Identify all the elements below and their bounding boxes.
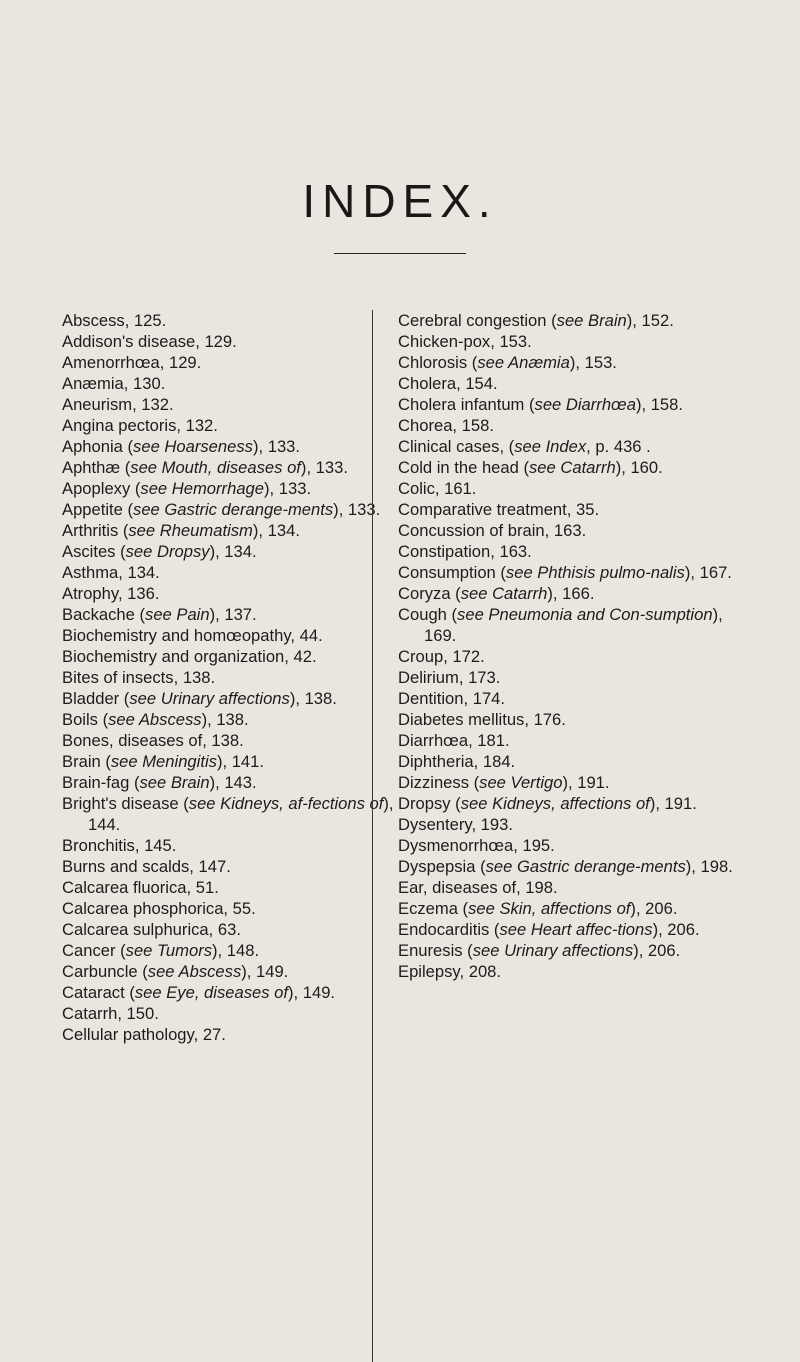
entry-text: ), 137. [209,605,257,624]
entry-text: Amenorrhœa, 129. [62,353,202,372]
index-entry [398,751,743,772]
entry-text: Bronchitis, 145. [62,836,177,855]
entry-text: ), 143. [209,773,257,792]
index-entry [398,478,743,499]
title-rule [334,253,466,254]
index-entry [62,436,404,457]
cross-reference: see Rheumatism [128,521,253,540]
index-entry [398,856,743,877]
entry-text: ), 133. [264,479,312,498]
entry-text: ), 133. [300,458,348,477]
index-entry [62,394,404,415]
index-entry [62,625,404,646]
cross-reference: see Hemorrhage [140,479,265,498]
index-entry [62,604,404,625]
entry-text: ), 134. [209,542,257,561]
column-divider [372,310,373,1362]
index-entry [398,730,743,751]
cross-reference: see Urinary affections [129,689,290,708]
index-entry [398,814,743,835]
index-entry [62,730,404,751]
entry-text: ), 152. [626,311,674,330]
entry-text: Calcarea phosphorica, 55. [62,899,256,918]
entry-text: Consumption ( [398,563,506,582]
index-entry [398,331,743,352]
entry-text: Biochemistry and organization, 42. [62,647,317,666]
entry-text: Addison's disease, 129. [62,332,237,351]
cross-reference: see Vertigo [479,773,563,792]
entry-text: ), 148. [212,941,260,960]
index-column-left [62,310,404,1045]
entry-text: ), 167. [684,563,732,582]
index-entry [398,772,743,793]
entry-text: ), 206. [630,899,678,918]
entry-text: Aphthæ ( [62,458,131,477]
cross-reference: see Kidneys, af-fections of [188,794,384,813]
index-entry [62,688,404,709]
index-entry [62,562,404,583]
index-entry [62,982,404,1003]
index-entry [62,877,404,898]
index-entry [62,415,404,436]
entry-text: Dentition, 174. [398,689,506,708]
entry-text: ), 138. [289,689,337,708]
index-entry [62,1003,404,1024]
index-entry [398,352,743,373]
cross-reference: see Index [514,437,587,456]
entry-text: Ear, diseases of, 198. [398,878,558,897]
index-entry [62,919,404,940]
index-entry [62,940,404,961]
cross-reference: see Abscess [108,710,202,729]
entry-text: Concussion of brain, 163. [398,521,587,540]
index-entry [398,394,743,415]
index-entry [62,667,404,688]
entry-text: Bladder ( [62,689,130,708]
entry-text: Dizziness ( [398,773,480,792]
entry-text: Arthritis ( [62,521,129,540]
entry-text: Cold in the head ( [398,458,529,477]
cross-reference: see Catarrh [460,584,548,603]
index-entry [398,583,743,604]
index-entry [62,709,404,730]
entry-text: , p. 436 . [586,437,651,456]
cross-reference: see Meningitis [110,752,217,771]
entry-text: Enuresis ( [398,941,473,960]
cross-reference: see Catarrh [529,458,616,477]
cross-reference: see Dropsy [125,542,210,561]
entry-text: Diphtheria, 184. [398,752,516,771]
entry-text: Cholera infantum ( [398,395,535,414]
entry-text: Bones, diseases of, 138. [62,731,244,750]
entry-text: Comparative treatment, 35. [398,500,600,519]
entry-text: Aneurism, 132. [62,395,174,414]
entry-text: ), 191. [649,794,697,813]
cross-reference: see Kidneys, affections of [460,794,650,813]
page-title: INDEX. [302,175,498,227]
entry-text: Chlorosis ( [398,353,478,372]
entry-text: Bright's disease ( [62,794,189,813]
index-entry [398,793,743,814]
entry-text: Cataract ( [62,983,135,1002]
entry-text: Clinical cases, ( [398,437,515,456]
index-entry [398,835,743,856]
entry-text: ), 160. [615,458,663,477]
entry-text: Chorea, 158. [398,416,494,435]
entry-text: Colic, 161. [398,479,477,498]
entry-text: ), 166. [547,584,595,603]
entry-text: Catarrh, 150. [62,1004,159,1023]
entry-text: ), 191. [562,773,610,792]
entry-text: ), 138. [201,710,249,729]
index-entry [62,961,404,982]
entry-text: ), 169. [424,605,723,645]
entry-text: ), 144. [88,794,394,834]
entry-text: Calcarea fluorica, 51. [62,878,219,897]
cross-reference: see Mouth, diseases of [130,458,301,477]
index-entry [398,499,743,520]
index-entry [398,919,743,940]
index-entry [62,898,404,919]
entry-text: Cholera, 154. [398,374,498,393]
entry-text: Backache ( [62,605,146,624]
index-entry [398,310,743,331]
index-entry [398,688,743,709]
entry-text: Aphonia ( [62,437,134,456]
entry-text: Carbuncle ( [62,962,148,981]
cross-reference: see Gastric derange-ments [485,857,686,876]
index-entry [62,310,404,331]
entry-text: Diabetes mellitus, 176. [398,710,566,729]
entry-text: Dysentery, 193. [398,815,513,834]
entry-text: Endocarditis ( [398,920,500,939]
index-column-right [398,310,743,982]
entry-text: ), 133. [252,437,301,456]
cross-reference: see Tumors [125,941,213,960]
entry-text: ), 134. [252,521,300,540]
entry-text: ), 153. [569,353,617,372]
cross-reference: see Gastric derange-ments [133,500,334,519]
entry-text: ), 158. [635,395,683,414]
entry-text: ), 206. [633,941,681,960]
index-entry [62,772,404,793]
index-entry [62,1024,404,1045]
entry-text: Cough ( [398,605,458,624]
index-entry [62,541,404,562]
entry-text: Constipation, 163. [398,542,532,561]
entry-text: Dropsy ( [398,794,461,813]
index-entry [62,352,404,373]
entry-text: Appetite ( [62,500,134,519]
entry-text: Cancer ( [62,941,126,960]
entry-text: Apoplexy ( [62,479,141,498]
cross-reference: see Phthisis pulmo-nalis [505,563,685,582]
entry-text: Abscess, 125. [62,311,167,330]
entry-text: Coryza ( [398,584,461,603]
index-entry [62,520,404,541]
entry-text: Epilepsy, 208. [398,962,502,981]
entry-text: Boils ( [62,710,109,729]
cross-reference: see Anæmia [477,353,570,372]
entry-text: Croup, 172. [398,647,485,666]
index-entry [62,457,404,478]
index-entry [398,373,743,394]
cross-reference: see Pain [145,605,210,624]
entry-text: Chicken-pox, 153. [398,332,532,351]
index-entry [62,856,404,877]
entry-text: Anæmia, 130. [62,374,166,393]
entry-text: Burns and scalds, 147. [62,857,231,876]
index-entry [398,961,743,982]
entry-text: Asthma, 134. [62,563,160,582]
index-entry [62,499,404,520]
index-entry [398,646,743,667]
cross-reference: see Brain [139,773,210,792]
index-entry [62,646,404,667]
entry-text: ), 133. [333,500,381,519]
cross-reference: see Brain [556,311,627,330]
entry-text: Atrophy, 136. [62,584,160,603]
index-entry [398,562,743,583]
entry-text: Bites of insects, 138. [62,668,216,687]
entry-text: Brain ( [62,752,111,771]
cross-reference: see Hoarseness [133,437,253,456]
index-entry [398,415,743,436]
entry-text: Calcarea sulphurica, 63. [62,920,241,939]
index-entry [62,478,404,499]
index-entry [62,751,404,772]
cross-reference: see Skin, affections of [468,899,631,918]
index-entry [398,898,743,919]
entry-text: Dyspepsia ( [398,857,486,876]
index-entry [398,541,743,562]
index-entry [398,667,743,688]
entry-text: Dysmenorrhœa, 195. [398,836,555,855]
index-entry [398,520,743,541]
entry-text: ), 149. [241,962,289,981]
entry-text: ), 198. [685,857,733,876]
entry-text: Delirium, 173. [398,668,501,687]
index-entry [62,373,404,394]
entry-text: Angina pectoris, 132. [62,416,218,435]
index-entry [62,331,404,352]
index-entry [62,793,404,835]
index-entry [398,709,743,730]
entry-text: Biochemistry and homœopathy, 44. [62,626,323,645]
cross-reference: see Abscess [147,962,242,981]
index-entry [398,940,743,961]
cross-reference: see Eye, diseases of [134,983,288,1002]
index-entry [398,457,743,478]
cross-reference: see Urinary affections [472,941,634,960]
entry-text: ), 206. [652,920,700,939]
entry-text: Eczema ( [398,899,469,918]
entry-text: Cellular pathology, 27. [62,1025,226,1044]
entry-text: ), 149. [287,983,336,1002]
index-entry [398,877,743,898]
entry-text: Brain-fag ( [62,773,140,792]
index-entry [398,604,743,646]
index-entry [62,583,404,604]
entry-text: Cerebral congestion ( [398,311,557,330]
cross-reference: see Heart affec-tions [499,920,653,939]
cross-reference: see Pneumonia and Con-sumption [457,605,713,624]
cross-reference: see Diarrhœa [534,395,636,414]
entry-text: ), 141. [216,752,264,771]
entry-text: Ascites ( [62,542,126,561]
index-entry [398,436,743,457]
index-entry [62,835,404,856]
entry-text: Diarrhœa, 181. [398,731,510,750]
